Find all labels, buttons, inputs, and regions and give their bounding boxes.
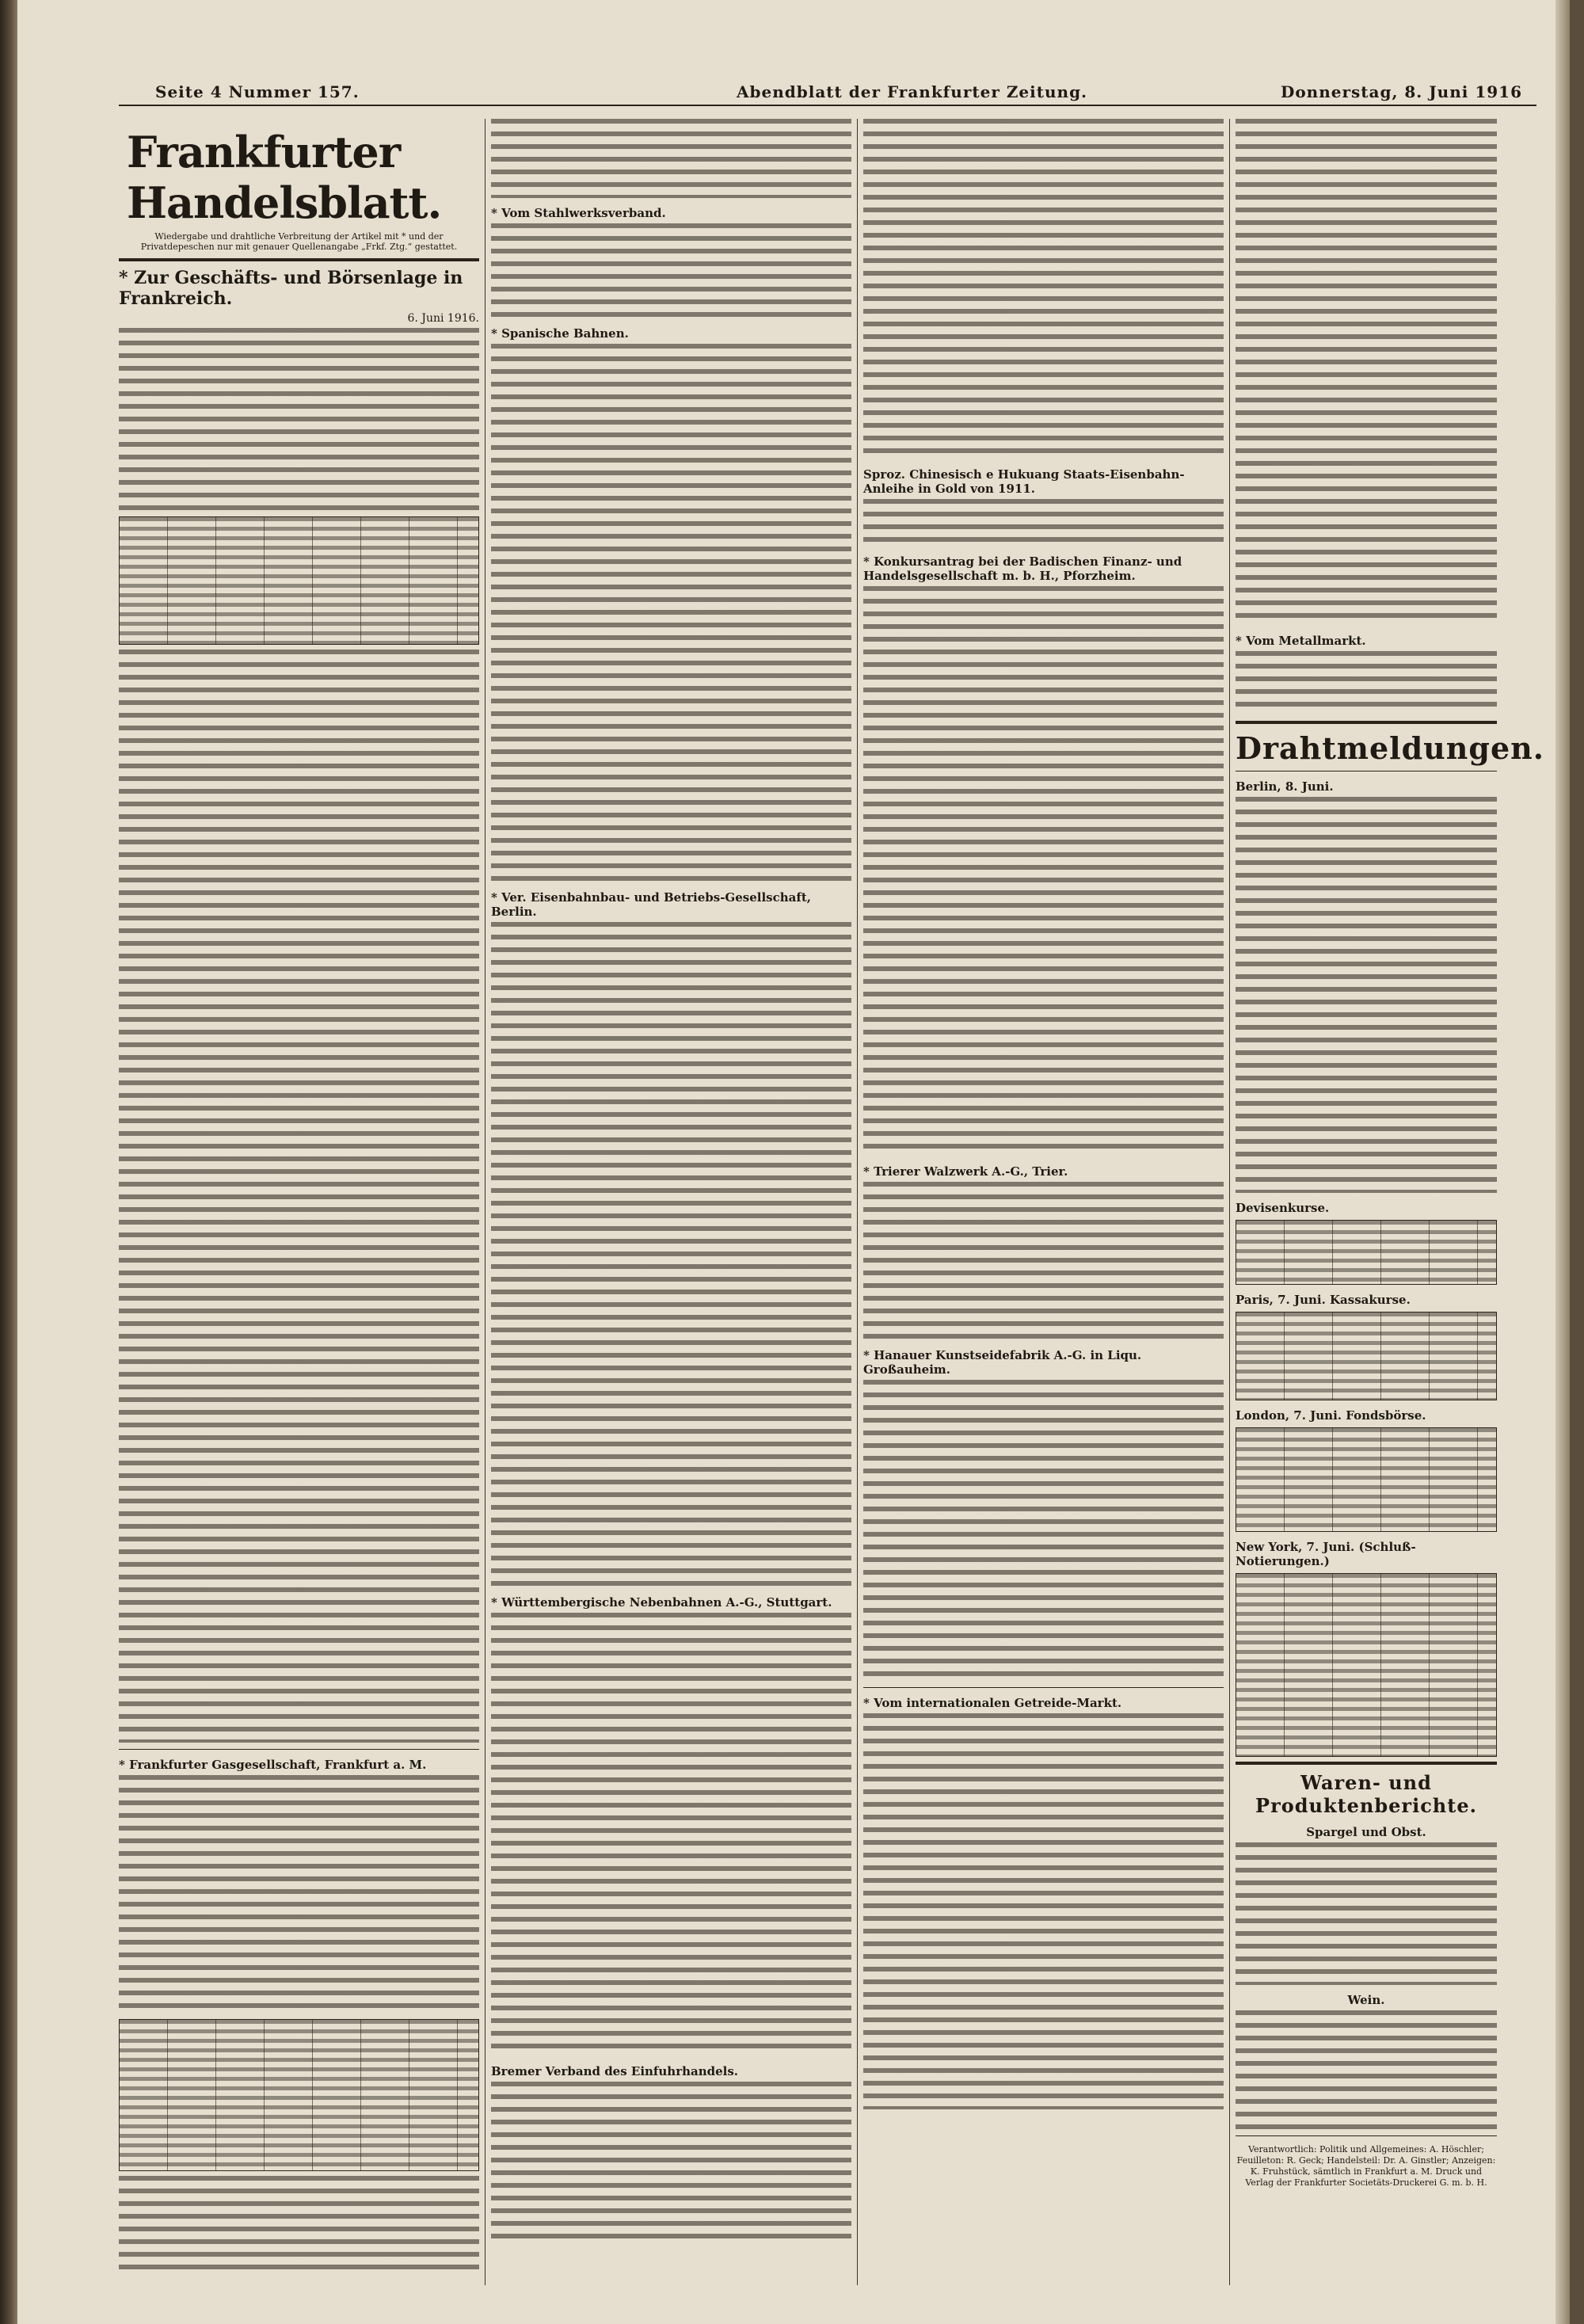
article-headline: Sproz. Chinesisch e Hukuang Staats-Eisenbahn-Anleihe in Gold von 1911.: [863, 467, 1185, 496]
column-4: [1236, 119, 1545, 2285]
article-body: [863, 499, 1224, 547]
article-headline: * Ver. Eisenbahnbau- und Betriebs-Gesellschaft, Berlin.: [491, 890, 811, 919]
page-edge: [1555, 0, 1570, 2324]
running-head-right: Donnerstag, 8. Juni 1916: [1280, 82, 1522, 101]
column-rule: [857, 119, 858, 2285]
article-body: [863, 119, 1224, 459]
running-head-center: Abendblatt der Frankfurter Zeitung.: [737, 82, 1088, 101]
subsection-heading: Spargel und Obst.: [1306, 1825, 1426, 1839]
article-dateline: 6. Juni 1916.: [407, 312, 479, 325]
column-1: [119, 119, 479, 2285]
data-table: [1236, 1427, 1497, 1532]
article-body: [863, 1380, 1224, 1681]
article-body: [119, 328, 479, 510]
section-rule: [1236, 1762, 1497, 1765]
page-binding: [0, 0, 17, 2324]
column-2: [491, 119, 851, 2285]
column-3: [863, 119, 1224, 2285]
article-body: [1236, 1842, 1497, 1985]
article-headline: * Württembergische Nebenbahnen A.-G., Stuttgart.: [491, 1595, 832, 1610]
article-body: [491, 922, 851, 1587]
article-headline: * Vom internationalen Getreide-Markt.: [863, 1696, 1122, 1710]
article-headline: * Frankfurter Gasgesellschaft, Frankfurt a. M.: [119, 1758, 427, 1772]
section-rule: [1236, 721, 1497, 724]
imprint-rule: [1236, 2135, 1497, 2136]
article-body: [1236, 797, 1497, 1193]
subsection-heading: Wein.: [1347, 1993, 1385, 2007]
table-heading: New York, 7. Juni. (Schluß-Notierungen.): [1236, 1540, 1416, 1568]
article-divider: [863, 1687, 1224, 1688]
article-body: [491, 119, 851, 198]
column-rule: [1229, 119, 1230, 2285]
article-body: [491, 2082, 851, 2240]
article-body: [491, 223, 851, 318]
article-headline: * Vom Metallmarkt.: [1236, 634, 1366, 648]
article-body: [1236, 651, 1497, 714]
data-table: [1236, 1220, 1497, 1285]
article-headline: * Trierer Walzwerk A.-G., Trier.: [863, 1164, 1068, 1179]
data-table: [119, 2019, 479, 2171]
article-divider: [119, 1749, 479, 1750]
article-headline: Bremer Verband des Einfuhrhandels.: [491, 2064, 739, 2078]
article-headline: * Spanische Bahnen.: [491, 326, 629, 341]
header-rule: [119, 105, 1536, 106]
article-body: [119, 1775, 479, 2013]
article-body: [863, 1182, 1224, 1340]
article-body: [119, 2176, 479, 2271]
article-body: [1236, 2010, 1497, 2129]
reprint-notice: Wiedergabe und drahtliche Verbreitung der Artikel mit * und der Privatdepeschen nur mit genauer Quellenangabe „Frkf. Ztg.“ gestattet.: [140, 231, 458, 252]
article-body: [863, 586, 1224, 1156]
section-heading: Waren- und Produktenberichte.: [1255, 1771, 1477, 1817]
article-body: [1236, 119, 1497, 626]
table-heading: Devisenkurse.: [1236, 1201, 1330, 1215]
masthead-rule: [119, 258, 479, 261]
article-headline: * Vom Stahlwerksverband.: [491, 206, 666, 220]
article-body: [491, 1613, 851, 2056]
table-heading: Paris, 7. Juni. Kassakurse.: [1236, 1293, 1411, 1307]
table-heading: London, 7. Juni. Fondsbörse.: [1236, 1408, 1426, 1423]
article-body: [491, 344, 851, 882]
article-body: [119, 650, 479, 1743]
running-head-left: Seite 4 Nummer 157.: [155, 82, 360, 101]
article-headline: * Konkursantrag bei der Badischen Finanz- und Handelsgesellschaft m. b. H., Pforzheim.: [863, 554, 1182, 583]
data-table: [119, 516, 479, 645]
article-headline: * Zur Geschäfts- und Börsenlage in Frankreich.: [119, 268, 463, 309]
article-body: [863, 1713, 1224, 2109]
data-table: [1236, 1573, 1497, 1757]
section-heading: Drahtmeldungen.: [1236, 730, 1545, 766]
imprint: Verantwortlich: Politik und Allgemeines: A. Höschler; Feuilleton: R. Geck; Handelsteil: Dr. A. Ginstler; Anzeigen: K. Fruhstück, sämtlich in Frankfurt a. M. Druck und Verlag der Frankfurter Societäts-Druckerei G. m. b. H.: [1236, 2144, 1496, 2188]
article-headline: Berlin, 8. Juni.: [1236, 779, 1334, 794]
article-headline: * Hanauer Kunstseidefabrik A.-G. in Liqu. Großauheim.: [863, 1348, 1142, 1377]
section-masthead: Frankfurter Handelsblatt.: [127, 127, 442, 228]
data-table: [1236, 1312, 1497, 1400]
